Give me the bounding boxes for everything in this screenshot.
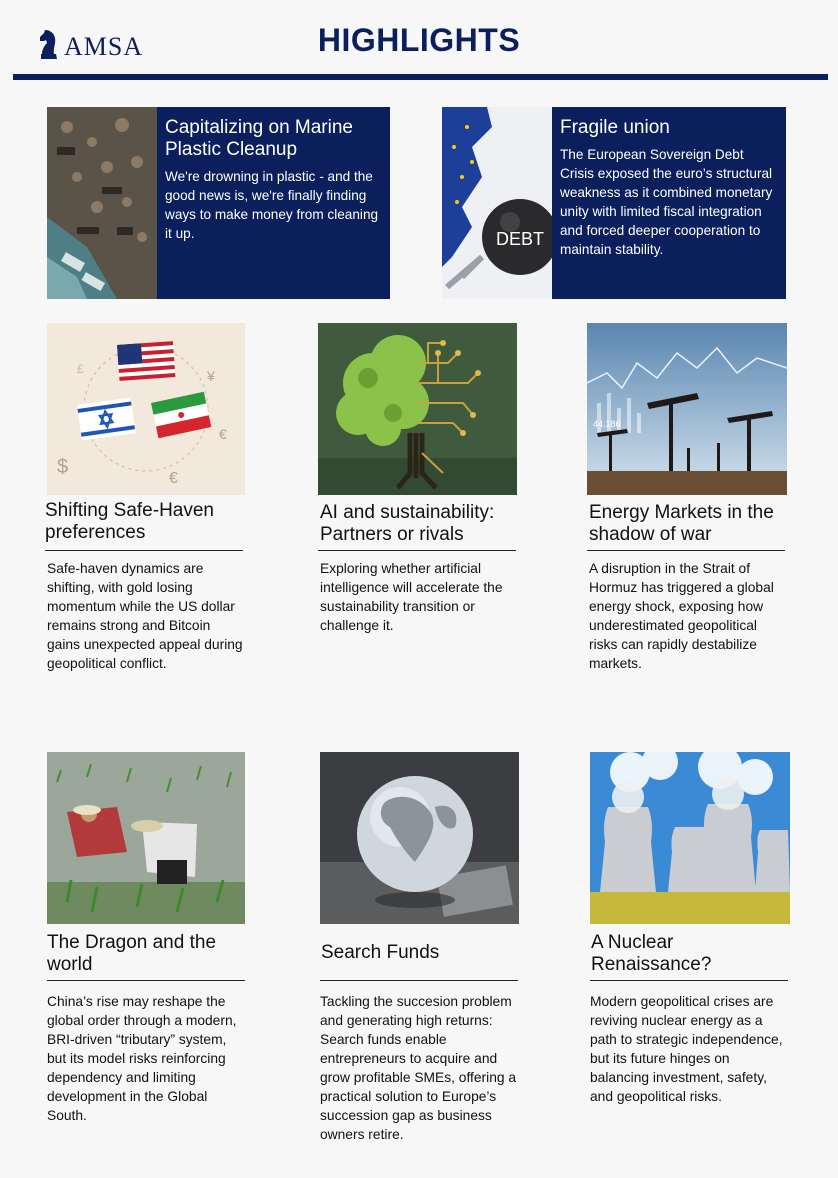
card-divider — [320, 980, 518, 981]
feature-panel — [552, 107, 786, 299]
feature-card-fragile-union[interactable] — [442, 107, 786, 299]
card-body: A disruption in the Strait of Hormuz has triggered a global energy shock, exposing how underestimated geopolitical risks can rapidly destabilize markets. — [589, 561, 774, 671]
feature-image-debt — [442, 107, 552, 299]
feature-panel — [157, 107, 390, 299]
euro-icon: € — [219, 426, 227, 442]
yen-icon: ¥ — [207, 368, 215, 384]
card-image-oil-pumps — [587, 323, 787, 495]
card-image-globe — [320, 752, 519, 924]
header-divider — [13, 74, 828, 80]
card-title[interactable]: The Dragon and the world — [47, 932, 217, 975]
card-image-rice-farmers — [47, 752, 245, 924]
dollar-icon: $ — [57, 456, 69, 478]
card-divider — [587, 550, 785, 551]
feature-title: Fragile union — [560, 117, 670, 138]
card-divider — [45, 550, 243, 551]
card-title[interactable]: Energy Markets in the shadow of war — [589, 502, 774, 545]
card-body: Modern geopolitical crises are reviving nuclear energy as a path to strategic independence, but its future hinges on balancing investment, safety, and geopolitical risks. — [590, 994, 783, 1104]
card-body: China’s rise may reshape the global order through a modern, BRI-driven “tributary” system, but its model risks reinforcing dependency and limiting development in the Global South. — [47, 994, 237, 1123]
card-image-flags — [47, 323, 245, 495]
card-title[interactable]: AI and sustainability: Partners or rivals — [320, 502, 495, 545]
ticker-value: 44.186 — [593, 419, 621, 429]
feature-title: Capitalizing on Marine Plastic Cleanup — [165, 117, 353, 160]
card-body: Safe-haven dynamics are shifting, with gold losing momentum while the US dollar remains strong and Bitcoin gains unexpected appeal during geopolitical conflict. — [47, 561, 243, 671]
card-title[interactable]: Shifting Safe-Haven preferences — [45, 500, 214, 543]
logo-text: AMSA — [64, 32, 144, 61]
page-title: HIGHLIGHTS — [317, 22, 521, 58]
card-divider — [47, 980, 245, 981]
card-divider — [318, 550, 516, 551]
feature-body: We're drowning in plastic - and the good news is, we're finally finding ways to make money from cleaning it up. — [165, 169, 379, 241]
card-body: Exploring whether artificial intelligence will accelerate the sustainability transition or challenge it. — [320, 561, 503, 633]
card-title[interactable]: A Nuclear Renaissance? — [591, 932, 712, 975]
card-image-cooling-towers — [590, 752, 790, 924]
euro-icon-2: € — [169, 470, 178, 487]
feature-image-marine-plastic — [47, 107, 157, 299]
feature-card-marine-plastic[interactable] — [47, 107, 390, 299]
card-body: Tackling the succesion problem and generating high returns: Search funds enable entrepreneurs to acquire and grow profitable SMEs, offering a practical solution to Europe’s succession gap as business owners retire. — [320, 994, 517, 1142]
feature-body: The European Sovereign Debt Crisis exposed the euro’s structural weakness as it combined monetary unity with limited fiscal integration and forced deeper cooperation to maintain stability. — [560, 147, 773, 257]
card-image-tree — [318, 323, 517, 495]
card-divider — [590, 980, 788, 981]
card-title[interactable]: Search Funds — [321, 942, 440, 963]
debt-ball-label: DEBT — [495, 229, 545, 249]
pound-icon: £ — [77, 362, 84, 376]
